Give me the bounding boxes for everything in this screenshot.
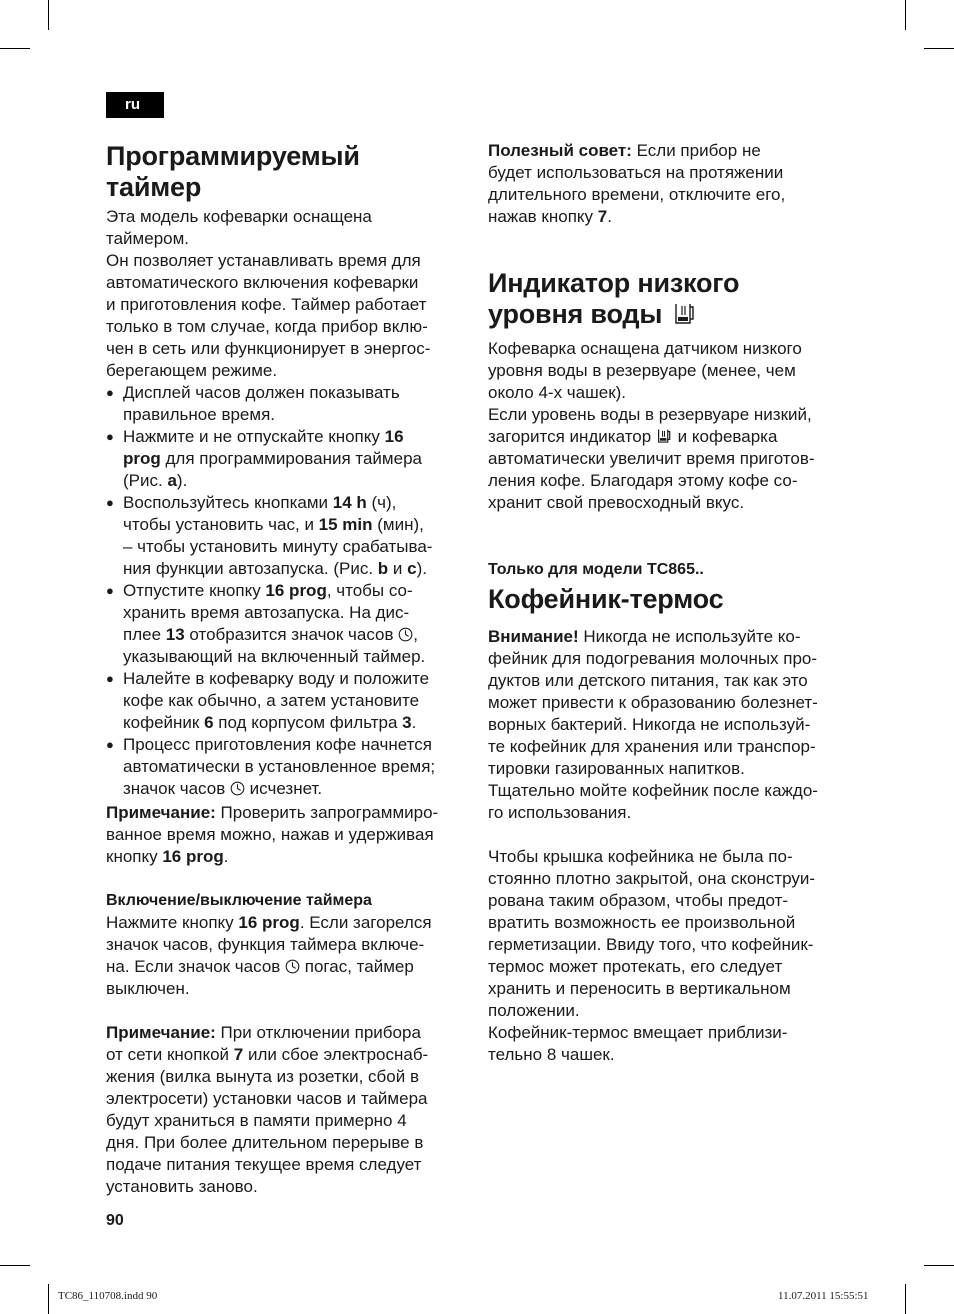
text-run: Кофейник-термос вмещает приблизи- bbox=[488, 1023, 788, 1042]
text-run: Если уровень воды в резервуаре низкий, bbox=[488, 405, 812, 424]
text-run: хранить время автозапуска. На дис- bbox=[123, 603, 410, 622]
text-line: Дисплей часов должен показывать bbox=[123, 383, 400, 402]
text-run: будут храниться в памяти примерно 4 bbox=[106, 1111, 407, 1130]
list-item bbox=[106, 668, 466, 734]
text-run: го использования. bbox=[488, 803, 632, 822]
note-check-time bbox=[106, 802, 466, 868]
text-run: значок часов, функция таймера включе- bbox=[106, 935, 425, 954]
timer-intro bbox=[106, 206, 466, 382]
crop-mark bbox=[0, 1265, 30, 1266]
text-run: Проверить запрограммиро- bbox=[215, 803, 439, 822]
timer-steps bbox=[106, 382, 466, 800]
water-level-icon bbox=[673, 300, 697, 326]
figure-ref: c bbox=[407, 559, 417, 578]
water-level-icon bbox=[656, 427, 673, 444]
text-run: дня. При более длительном перерыве в bbox=[106, 1133, 424, 1152]
text-run: Нажмите кнопку bbox=[106, 913, 239, 932]
text-run: для программирования таймера bbox=[160, 449, 422, 468]
text-run: рована таким образом, чтобы предот- bbox=[488, 891, 789, 910]
text-run: дуктов или детского питания, так как это bbox=[488, 671, 808, 690]
text-run: тировки газированных напитков. bbox=[488, 759, 745, 778]
text-run: положении. bbox=[488, 1001, 580, 1020]
text-run: погас, таймер bbox=[300, 957, 414, 976]
text-run: ния функции автозапуска. (Рис. bbox=[123, 559, 378, 578]
crop-mark bbox=[905, 1284, 906, 1314]
text-run: Налейте в кофеварку воду и положите bbox=[123, 669, 430, 688]
text-run: стоянно плотно закрытой, она сконструи- bbox=[488, 869, 816, 888]
button-ref: 16 prog bbox=[265, 581, 327, 600]
text-run: Процесс приготовления кофе начнется bbox=[123, 735, 432, 754]
text-line: только в том случае, когда прибор вклю- bbox=[106, 317, 428, 336]
footer-timestamp: 11.07.2011 15:55:51 bbox=[778, 1290, 869, 1302]
section-title: Кофейник-термос bbox=[488, 584, 724, 614]
text-run: Кофеварка оснащена датчиком низкого bbox=[488, 339, 802, 358]
page-number: 90 bbox=[106, 1212, 124, 1229]
text-run: чтобы установить час, и bbox=[123, 515, 319, 534]
clock-icon bbox=[230, 781, 245, 796]
display-ref: 13 bbox=[165, 625, 185, 644]
text-run: от сети кнопкой bbox=[106, 1045, 234, 1064]
text-run: под корпусом фильтра bbox=[213, 713, 403, 732]
section-title: Индикатор низкого bbox=[488, 268, 740, 298]
list-item bbox=[106, 382, 466, 426]
text-run: . bbox=[411, 713, 417, 732]
text-run: или сбое электроснаб- bbox=[243, 1045, 429, 1064]
text-run: исчезнет. bbox=[244, 779, 323, 798]
text-run: термос может протекать, его следует bbox=[488, 957, 783, 976]
note-label: Примечание: bbox=[106, 803, 216, 822]
text-line: таймером. bbox=[106, 229, 190, 248]
button-ref: prog bbox=[123, 449, 161, 468]
list-item bbox=[106, 426, 466, 492]
text-run: Воспользуйтесь кнопками bbox=[123, 493, 333, 512]
part-ref: 3 bbox=[402, 713, 412, 732]
text-line: чен в сеть или функционирует в энергос- bbox=[106, 339, 431, 358]
text-run: кофе как обычно, а затем установите bbox=[123, 691, 420, 710]
text-run: Отпустите кнопку bbox=[123, 581, 266, 600]
clock-icon bbox=[285, 959, 300, 974]
text-run: (Рис. bbox=[123, 471, 168, 490]
text-line: берегающем режиме. bbox=[106, 361, 278, 380]
model-note bbox=[488, 559, 858, 581]
text-line: Эта модель кофеварки оснащена bbox=[106, 207, 372, 226]
text-run: те кофейник для хранения или транспор- bbox=[488, 737, 816, 756]
text-run: Никогда не используйте ко- bbox=[578, 627, 801, 646]
section-title: уровня воды bbox=[488, 299, 663, 329]
text-run: кнопку bbox=[106, 847, 163, 866]
crop-mark bbox=[905, 0, 906, 30]
text-run: хранить и переносить в вертикальном bbox=[488, 979, 791, 998]
page-title: Программируемый bbox=[106, 141, 360, 171]
text-run: ления кофе. Благодаря этому кофе со- bbox=[488, 471, 798, 490]
text-run: ванное время можно, нажав и удерживая bbox=[106, 825, 434, 844]
crop-mark bbox=[48, 0, 49, 30]
text-run: автоматически увеличит время приготов- bbox=[488, 449, 815, 468]
text-run: (ч), bbox=[366, 493, 397, 512]
button-ref: 16 prog bbox=[238, 913, 300, 932]
text-run: значок часов bbox=[123, 779, 230, 798]
button-ref: 14 h bbox=[332, 493, 367, 512]
text-run: . bbox=[607, 207, 612, 226]
text-run: (мин), bbox=[372, 515, 424, 534]
text-run: При отключении прибора bbox=[215, 1023, 421, 1042]
text-run: электросети) установки часов и таймера bbox=[106, 1089, 428, 1108]
crop-mark bbox=[0, 48, 30, 49]
clock-icon bbox=[398, 627, 413, 642]
crop-mark bbox=[48, 1284, 49, 1314]
warning-label: Внимание! bbox=[488, 627, 579, 646]
language-badge: ru bbox=[106, 92, 164, 118]
text-run: на. Если значок часов bbox=[106, 957, 286, 976]
text-run: и bbox=[388, 559, 408, 578]
text-run: , bbox=[413, 625, 418, 644]
button-ref: 16 prog bbox=[162, 847, 224, 866]
list-item bbox=[106, 580, 466, 668]
section-timer-title bbox=[106, 141, 466, 203]
text-run: Чтобы крышка кофейника не была по- bbox=[488, 847, 793, 866]
text-run: , чтобы со- bbox=[326, 581, 413, 600]
text-run: автоматически в установленное время; bbox=[123, 757, 436, 776]
low-water-text bbox=[488, 338, 858, 514]
button-ref: 16 bbox=[384, 427, 404, 446]
text-run: ). bbox=[416, 559, 427, 578]
figure-ref: b bbox=[377, 559, 389, 578]
text-run: – чтобы установить минуту срабатыва- bbox=[123, 537, 433, 556]
section-thermos bbox=[488, 584, 858, 615]
thermos-warning bbox=[488, 626, 858, 824]
text-run: плее bbox=[123, 625, 166, 644]
text-run: жения (вилка вынута из розетки, сбой в bbox=[106, 1067, 419, 1086]
part-ref: 6 bbox=[204, 713, 214, 732]
timer-toggle-section bbox=[106, 890, 466, 1000]
text-run: отобразится значок часов bbox=[184, 625, 399, 644]
text-line: Он позволяет устанавливать время для bbox=[106, 251, 421, 270]
tip-label: Полезный совет: bbox=[488, 141, 632, 160]
text-run: кофейник bbox=[123, 713, 205, 732]
text-run: загорится индикатор bbox=[488, 427, 656, 446]
text-line: и приготовления кофе. Таймер работает bbox=[106, 295, 427, 314]
section-heading: Включение/выключение таймера bbox=[106, 892, 372, 909]
crop-mark bbox=[924, 48, 954, 49]
text-run: ворных бактерий. Никогда не используй- bbox=[488, 715, 811, 734]
thermos-lid bbox=[488, 846, 858, 1066]
text-run: может привести к образованию болезнет- bbox=[488, 693, 818, 712]
text-run: длительного времени, отключите его, bbox=[488, 185, 786, 204]
note-power-failure bbox=[106, 1022, 466, 1198]
figure-ref: a bbox=[167, 471, 177, 490]
text-run: установить заново. bbox=[106, 1177, 258, 1196]
button-ref: 15 min bbox=[318, 515, 373, 534]
text-run: ). bbox=[176, 471, 188, 490]
text-run: фейник для подогревания молочных про- bbox=[488, 649, 818, 668]
text-line: автоматического включения кофеварки bbox=[106, 273, 419, 292]
text-run: подаче питания текущее время следует bbox=[106, 1155, 422, 1174]
text-run: герметизации. Ввиду того, что кофейник- bbox=[488, 935, 814, 954]
text-run: уровня воды в резервуаре (менее, чем bbox=[488, 361, 796, 380]
section-low-water bbox=[488, 268, 858, 330]
model-note-text: Только для модели TC865.. bbox=[488, 561, 704, 578]
note-label: Примечание: bbox=[106, 1023, 216, 1042]
text-run: Если прибор не bbox=[631, 141, 761, 160]
button-ref: 7 bbox=[597, 207, 608, 226]
text-run: нажав кнопку bbox=[488, 207, 598, 226]
text-run: будет использоваться на протяжении bbox=[488, 163, 784, 182]
button-ref: 7 bbox=[233, 1045, 244, 1064]
text-run: . Если загорелся bbox=[299, 913, 432, 932]
text-run: Нажмите и не отпускайте кнопку bbox=[123, 427, 385, 446]
text-run: тельно 8 чашек. bbox=[488, 1045, 615, 1064]
text-run: и кофеварка bbox=[672, 427, 778, 446]
text-run: вратить возможность ее произвольной bbox=[488, 913, 796, 932]
text-run: около 4-х чашек). bbox=[488, 383, 627, 402]
list-item bbox=[106, 492, 466, 580]
text-run: выключен. bbox=[106, 979, 190, 998]
text-run: хранит свой превосходный вкус. bbox=[488, 493, 745, 512]
text-line: правильное время. bbox=[123, 405, 275, 424]
text-run: Тщательно мойте кофейник после каждо- bbox=[488, 781, 818, 800]
text-run: . bbox=[223, 847, 229, 866]
text-run: указывающий на включенный таймер. bbox=[123, 647, 426, 666]
page-title: таймер bbox=[106, 172, 202, 202]
list-item bbox=[106, 734, 466, 800]
useful-tip bbox=[488, 140, 858, 228]
footer-file: TC86_110708.indd 90 bbox=[58, 1290, 158, 1302]
crop-mark bbox=[924, 1265, 954, 1266]
